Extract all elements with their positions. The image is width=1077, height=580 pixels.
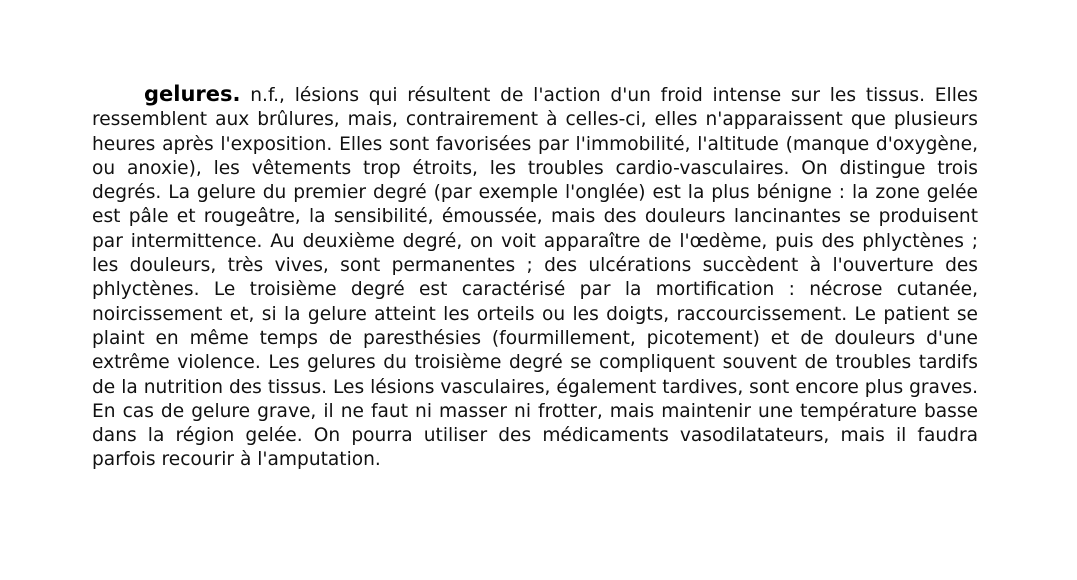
entry-headword: gelures. (144, 82, 241, 106)
entry-definition: n.f., lésions qui résultent de l'action d'un froid intense sur les tissus. Elles ressemblent aux brûlures, mais, contrairement à celles-ci, elles n'apparaissent que plusieurs heures après l'exposition. Elles sont favorisées par l'immobilité, l'altitude (manque d'oxygène, ou anoxie), les vêtements trop étroits, les troubles cardio-vasculaires. On distingue trois degrés. La gelure du premier degré (par exemple l'onglée) est la plus bénigne : la zone gelée est pâle et rougeâtre, la sensibilité, émoussée, mais des douleurs lancinantes se produisent par intermittence. Au deuxième degré, on voit apparaître de l'œdème, puis des phlyctènes ; les douleurs, très vives, sont permanentes ; des ulcérations succèdent à l'ouverture des phlyctènes. Le troisième degré est caractérisé par la mortification : nécrose cutanée, noircissement et, si la gelure atteint les orteils ou les doigts, raccourcissement. Le patient se plaint en même temps de paresthésies (fourmillement, picotement) et de douleurs d'une extrême violence. Les gelures du troisième degré se compliquent souvent de troubles tardifs de la nutrition des tissus. Les lésions vasculaires, également tardives, sont encore plus graves. En cas de gelure grave, il ne faut ni masser ni frotter, mais maintenir une température basse dans la région gelée. On pourra utiliser des médicaments vasodilatateurs, mais il faudra parfois recourir à l'amputation. (92, 85, 978, 471)
dictionary-entry (92, 82, 978, 473)
